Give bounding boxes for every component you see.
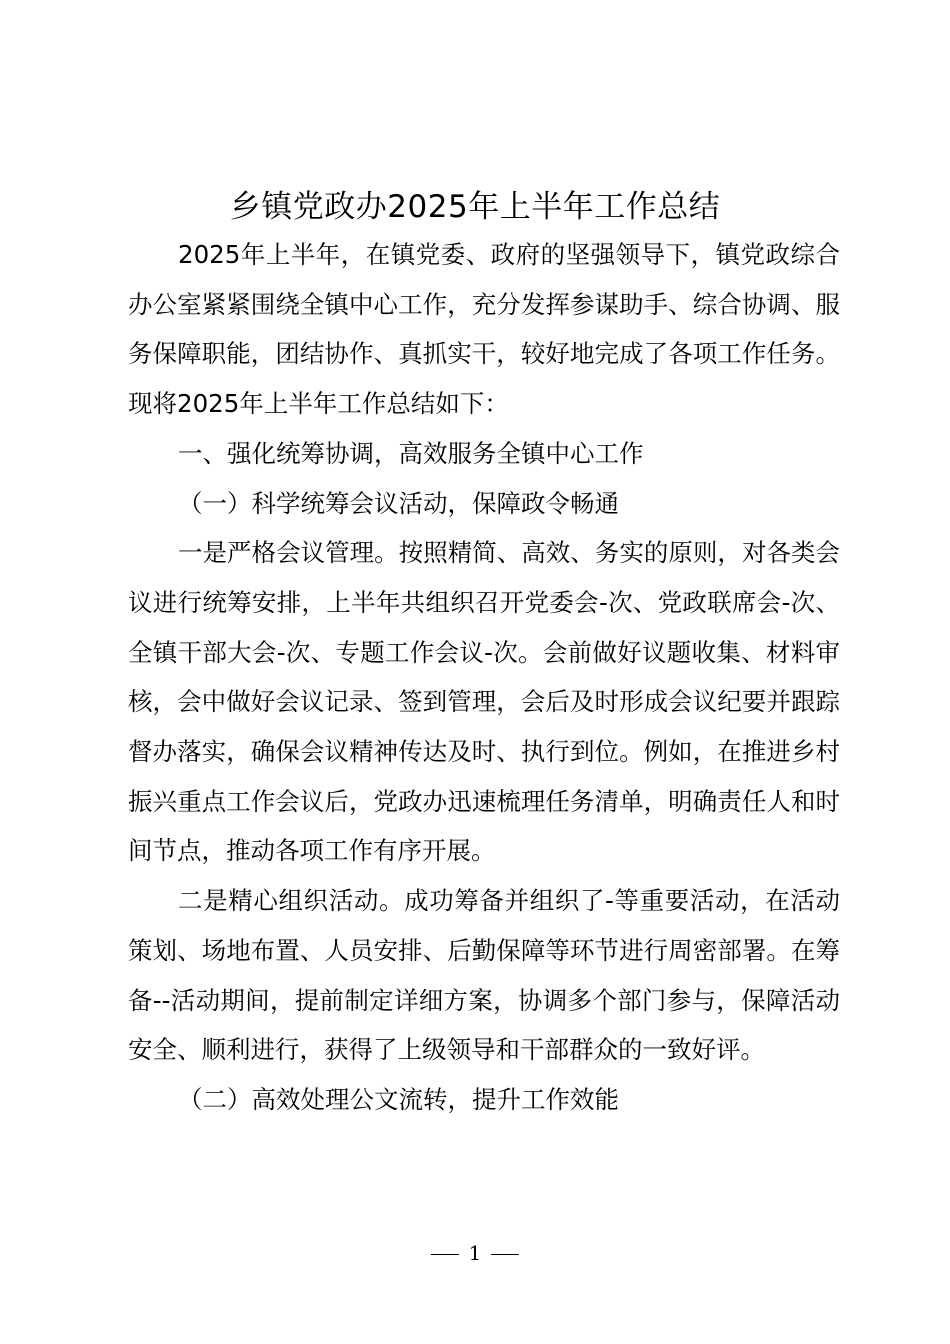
subsection-heading-1: （一）科学统筹会议活动，保障政令畅通 [178,488,619,518]
section-heading-1: 一、强化统筹协调，高效服务全镇中心工作 [178,438,644,468]
footer-right-dash [491,1254,519,1255]
document-title: 乡镇党政办2025年上半年工作总结 [229,189,721,225]
page-number: 1 [468,1241,482,1265]
document-body [128,230,840,1125]
page-footer [0,1238,950,1268]
footer-left-dash [431,1254,459,1255]
activity-organization-paragraph: 二是精心组织活动。成功筹备并组织了-等重要活动，在活动策划、场地布置、人员安排、后勤保障等环节进行周密部署。在筹备--活动期间，提前制定详细方案，协调多个部门参与，保障活动安全、顺利进行，获得了上级领导和干部群众的一致好评。 [128,886,840,1065]
intro-paragraph: 2025年上半年，在镇党委、政府的坚强领导下，镇党政综合办公室紧紧围绕全镇中心工作，充分发挥参谋助手、综合协调、服务保障职能，团结协作、真抓实干，较好地完成了各项工作任务。现将2025年上半年工作总结如下： [128,240,840,419]
subsection-heading-2: （二）高效处理公文流转，提升工作效能 [178,1084,619,1114]
meeting-management-paragraph: 一是严格会议管理。按照精简、高效、务实的原则，对各类会议进行统筹安排，上半年共组织召开党委会-次、党政联席会-次、全镇干部大会-次、专题工作会议-次。会前做好议题收集、材料审核，会中做好会议记录、签到管理，会后及时形成会议纪要并跟踪督办落实，确保会议精神传达及时、执行到位。例如，在推进乡村振兴重点工作会议后，党政办迅速梳理任务清单，明确责任人和时间节点，推动各项工作有序开展。 [128,538,840,866]
